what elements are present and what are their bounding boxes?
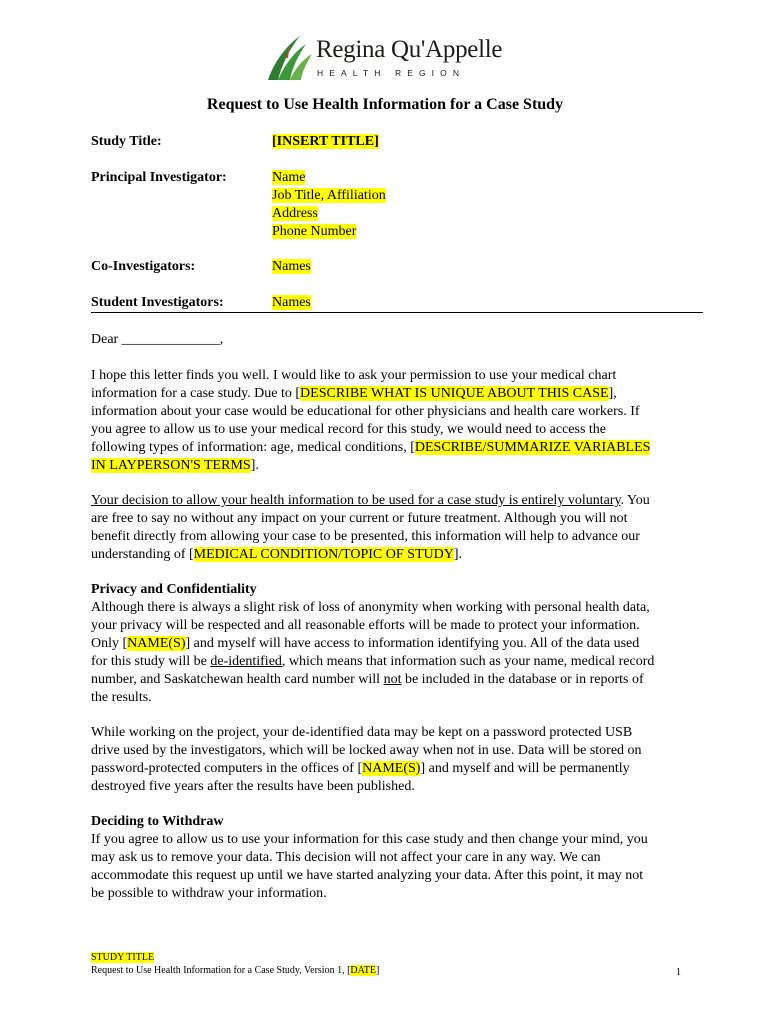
pi-job-title: Job Title, Affiliation [272, 188, 386, 203]
privacy-line-2: your privacy will be respected and all reasonable efforts will be made to protect your information. [91, 618, 640, 633]
student-investigators-label: Student Investigators: [91, 295, 224, 310]
voluntary-paragraph [91, 492, 703, 564]
privacy-line-6: the results. [91, 690, 152, 705]
logo-name: Regina Qu'Appelle [316, 36, 503, 63]
storage-line-4: destroyed five years after the results have been published. [91, 779, 415, 794]
intro-line-6: IN LAYPERSON'S TERMS]. [91, 458, 259, 473]
privacy-heading: Privacy and Confidentiality [91, 582, 257, 597]
co-investigators-value: Names [272, 259, 311, 274]
withdraw-heading: Deciding to Withdraw [91, 814, 224, 829]
intro-line-4: you agree to allow us to use your medical record for this study, we would need to access the [91, 422, 606, 437]
salutation-text: Dear ______________, [91, 332, 224, 347]
names-placeholder: NAME(S) [127, 636, 186, 651]
voluntary-line-4: understanding of [MEDICAL CONDITION/TOPIC OF STUDY]. [91, 547, 462, 562]
variables-placeholder: DESCRIBE/SUMMARIZE VARIABLES [414, 440, 651, 455]
withdraw-line-2: may ask us to remove your data. This decision will not affect your care in any way. We can [91, 850, 601, 865]
page-number: 1 [676, 967, 681, 978]
principal-investigator-label: Principal Investigator: [91, 170, 227, 185]
names-placeholder-2: NAME(S) [362, 761, 421, 776]
withdraw-section [91, 813, 703, 903]
privacy-section [91, 581, 703, 707]
study-title-value: [INSERT TITLE] [272, 134, 379, 149]
withdraw-line-1: If you agree to allow us to use your information for this case study and then change your mind, you [91, 832, 648, 847]
withdraw-line-3: accommodate this request up until we have started analyzing your data. After this point, it may not [91, 868, 644, 883]
privacy-line-1: Although there is always a slight risk of loss of anonymity when working with personal health data, [91, 600, 650, 615]
study-title-label: Study Title: [91, 134, 162, 149]
storage-line-3: password-protected computers in the offices of [NAME(S)] and myself and will be permanently [91, 761, 630, 776]
logo-swoosh-icon [266, 34, 312, 82]
co-investigators-label: Co-Investigators: [91, 259, 196, 274]
pi-phone: Phone Number [272, 224, 357, 239]
intro-line-2: information for a case study. Due to [DESCRIBE WHAT IS UNIQUE ABOUT THIS CASE], [91, 386, 617, 401]
salutation [91, 331, 703, 349]
unique-case-placeholder: DESCRIBE WHAT IS UNIQUE ABOUT THIS CASE [300, 386, 609, 401]
page-footer [91, 951, 379, 977]
student-investigators-value: Names [272, 295, 311, 310]
intro-line-1: I hope this letter finds you well. I would like to ask your permission to use your medical chart [91, 368, 617, 383]
pi-address: Address [272, 206, 318, 221]
organization-logo [266, 34, 506, 84]
storage-line-2: drive used by the investigators, which will be locked away when not in use. Data will be stored on [91, 743, 642, 758]
medical-condition-placeholder: MEDICAL CONDITION/TOPIC OF STUDY [193, 547, 454, 562]
voluntary-line-1: Your decision to allow your health information to be used for a case study is entirely voluntary. You [91, 493, 650, 508]
document-title: Request to Use Health Information for a Case Study [206, 96, 564, 113]
footer-version-line: Request to Use Health Information for a Case Study, Version 1, [DATE] [91, 965, 380, 976]
logo-subtitle: HEALTH REGION [317, 68, 466, 78]
storage-paragraph [91, 724, 703, 796]
voluntary-line-3: benefit directly from allowing your case to be presented, this information will help to advance our [91, 529, 640, 544]
footer-date-placeholder: DATE [350, 965, 376, 976]
privacy-line-5: number, and Saskatchewan health card number will not be included in the database or in reports of [91, 672, 644, 687]
footer-study-title: STUDY TITLE [91, 952, 155, 963]
intro-line-5: following types of information: age, medical conditions, [DESCRIBE/SUMMARIZE VARIABLES [91, 440, 651, 455]
layperson-terms-placeholder: IN LAYPERSON'S TERMS [91, 458, 251, 473]
storage-line-1: While working on the project, your de-identified data may be kept on a password protected USB [91, 725, 633, 740]
intro-line-3: information about your case would be educational for other physicians and health care workers. If [91, 404, 640, 419]
header-divider [91, 312, 703, 313]
intro-paragraph [91, 367, 703, 475]
pi-name: Name [272, 170, 306, 185]
privacy-line-3: Only [NAME(S)] and myself will have access to information identifying you. All of the data used [91, 636, 640, 651]
withdraw-line-4: be possible to withdraw your information. [91, 886, 327, 901]
privacy-line-4: for this study will be de-identified, which means that information such as your name, medical record [91, 654, 655, 669]
voluntary-line-2: are free to say no without any impact on your current or future treatment. Although you will not [91, 511, 628, 526]
